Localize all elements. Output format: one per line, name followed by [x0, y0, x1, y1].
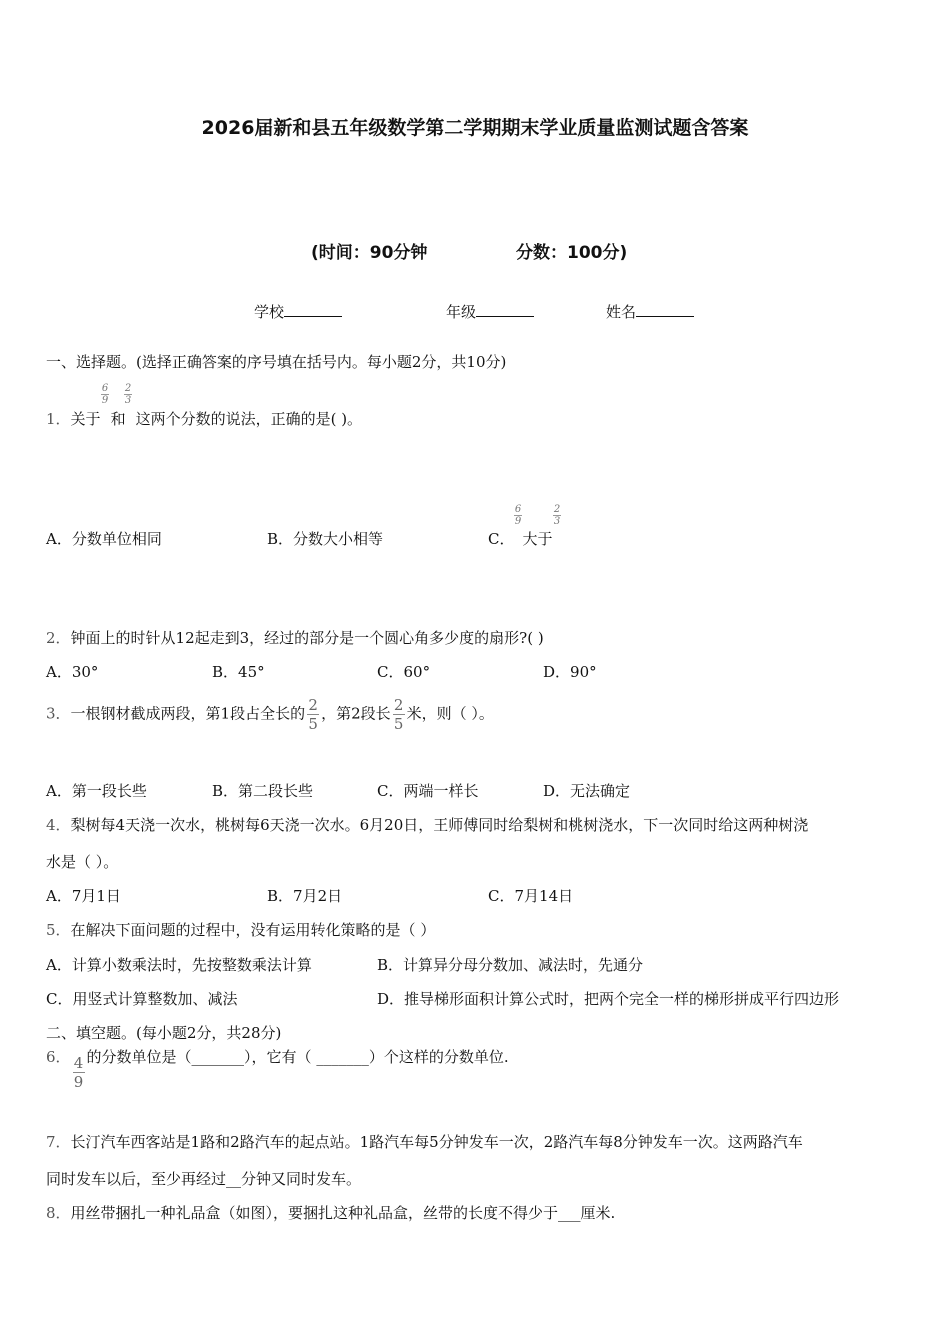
fraction-denominator: 9 — [101, 395, 109, 406]
q3-option-b[interactable]: B．第二段长些 — [212, 782, 314, 800]
q5-option-d[interactable]: D．推导梯形面积计算公式时，把两个完全一样的梯形拼成平行四边形 — [377, 990, 840, 1008]
fraction-numerator: 2 — [553, 504, 561, 515]
question-4-line-1 — [46, 814, 808, 835]
exam-score: 分数：100分) — [516, 243, 628, 263]
q2-option-c[interactable]: C．60° — [377, 663, 431, 681]
question-text: 长汀汽车西客站是1路和2路汽车的起点站。1路汽车每5分钟发车一次，2路汽车每8分钟发车一次。这两路汽车 — [70, 1133, 803, 1151]
q3-fraction-1 — [307, 696, 319, 733]
fraction-numerator: 4 — [73, 1054, 84, 1072]
question-number: 6． — [46, 1048, 71, 1066]
q1-option-b[interactable]: B．分数大小相等 — [267, 530, 384, 548]
fraction-numerator: 2 — [393, 696, 404, 714]
school-blank — [284, 302, 342, 317]
q3-option-d[interactable]: D．无法确定 — [543, 782, 631, 800]
question-8 — [46, 1202, 615, 1223]
question-number: 4． — [46, 816, 71, 834]
q3-text-mid: ，第2段长 — [321, 704, 391, 723]
q3-option-a[interactable]: A．第一段长些 — [46, 782, 147, 800]
question-2 — [46, 627, 544, 648]
q4-option-b[interactable]: B．7月2日 — [267, 887, 343, 905]
q1-text-mid: 和 — [110, 410, 126, 428]
name-label: 姓名 — [606, 303, 637, 321]
question-text: 的分数单位是（_______），它有（ _______）个这样的分数单位. — [86, 1048, 509, 1066]
question-6 — [46, 1046, 509, 1091]
school-label: 学校 — [254, 303, 285, 321]
q1-fraction-a — [101, 383, 109, 406]
option-label: C． — [488, 530, 515, 548]
q1-option-a[interactable]: A．分数单位相同 — [46, 530, 162, 548]
question-1 — [46, 408, 362, 429]
q1-text-post: 这两个分数的说法，正确的是( )。 — [135, 410, 363, 428]
option-text: 大于 — [522, 530, 553, 548]
question-text: 钟面上的时针从12起走到3，经过的部分是一个圆心角多少度的扇形?( ) — [70, 629, 544, 647]
q1-option-c-fraction-a — [514, 504, 522, 527]
question-number: 2． — [46, 629, 71, 647]
page-title: 2026届新和县五年级数学第二学期期末学业质量监测试题含答案 — [201, 117, 749, 139]
fraction-denominator: 3 — [124, 395, 132, 406]
question-number: 3． — [46, 704, 71, 723]
q1-fraction-b — [124, 383, 132, 406]
q1-option-c[interactable] — [488, 528, 553, 549]
question-number: 1． — [46, 410, 71, 428]
q3-text-post: 米，则（ ）。 — [406, 704, 494, 723]
fraction-denominator: 5 — [393, 715, 404, 733]
q2-option-d[interactable]: D．90° — [543, 663, 597, 681]
fraction-denominator: 5 — [308, 715, 318, 733]
question-text: 在解决下面问题的过程中，没有运用转化策略的是（ ） — [70, 921, 436, 939]
section-1-heading: 一、选择题。(选择正确答案的序号填在括号内。每小题2分，共10分) — [46, 353, 507, 371]
fraction-denominator: 3 — [553, 516, 561, 527]
q4-option-c[interactable]: C．7月14日 — [488, 887, 574, 905]
question-text: 梨树每4天浇一次水，桃树每6天浇一次水。6月20日，王师傅同时给梨树和桃树浇水，下一次同时给这两种树浇 — [70, 816, 809, 834]
exam-time: (时间：90分钟 — [311, 243, 428, 263]
section-2-heading: 二、填空题。(每小题2分，共28分) — [46, 1024, 282, 1042]
fraction-numerator: 2 — [124, 383, 132, 394]
q1-option-c-fraction-b — [553, 504, 561, 527]
q6-fraction — [73, 1054, 85, 1091]
name-field — [606, 301, 694, 322]
name-blank — [636, 302, 694, 317]
grade-blank — [476, 302, 534, 317]
q5-option-c[interactable]: C．用竖式计算整数加、减法 — [46, 990, 238, 1008]
question-4-line-2: 水是（ ）。 — [46, 853, 119, 871]
q4-option-a[interactable]: A．7月1日 — [46, 887, 121, 905]
q2-option-a[interactable]: A．30° — [46, 663, 99, 681]
fraction-denominator: 9 — [73, 1073, 84, 1091]
q5-option-b[interactable]: B．计算异分母分数加、减法时，先通分 — [377, 956, 644, 974]
q1-text-pre: 关于 — [70, 410, 101, 428]
fraction-numerator: 6 — [514, 504, 522, 515]
question-7-line-1 — [46, 1131, 803, 1152]
grade-field — [446, 301, 534, 322]
question-3 — [46, 696, 494, 733]
q3-text-pre: 一根钢材截成两段，第1段占全长的 — [70, 704, 306, 723]
fraction-denominator: 9 — [514, 516, 522, 527]
q2-option-b[interactable]: B．45° — [212, 663, 265, 681]
q3-option-c[interactable]: C．两端一样长 — [377, 782, 479, 800]
question-number: 5． — [46, 921, 71, 939]
q3-fraction-2 — [393, 696, 405, 733]
fraction-numerator: 6 — [101, 383, 109, 394]
question-7-line-2: 同时发车以后，至少再经过__分钟又同时发车。 — [46, 1170, 362, 1188]
question-number: 8． — [46, 1204, 71, 1222]
question-text: 用丝带捆扎一种礼品盒（如图），要捆扎这种礼品盒，丝带的长度不得少于___厘米. — [70, 1204, 616, 1222]
q5-option-a[interactable]: A．计算小数乘法时，先按整数乘法计算 — [46, 956, 312, 974]
school-field — [254, 301, 342, 322]
question-5 — [46, 919, 435, 940]
grade-label: 年级 — [446, 303, 477, 321]
question-number: 7． — [46, 1133, 71, 1151]
fraction-numerator: 2 — [308, 696, 318, 714]
